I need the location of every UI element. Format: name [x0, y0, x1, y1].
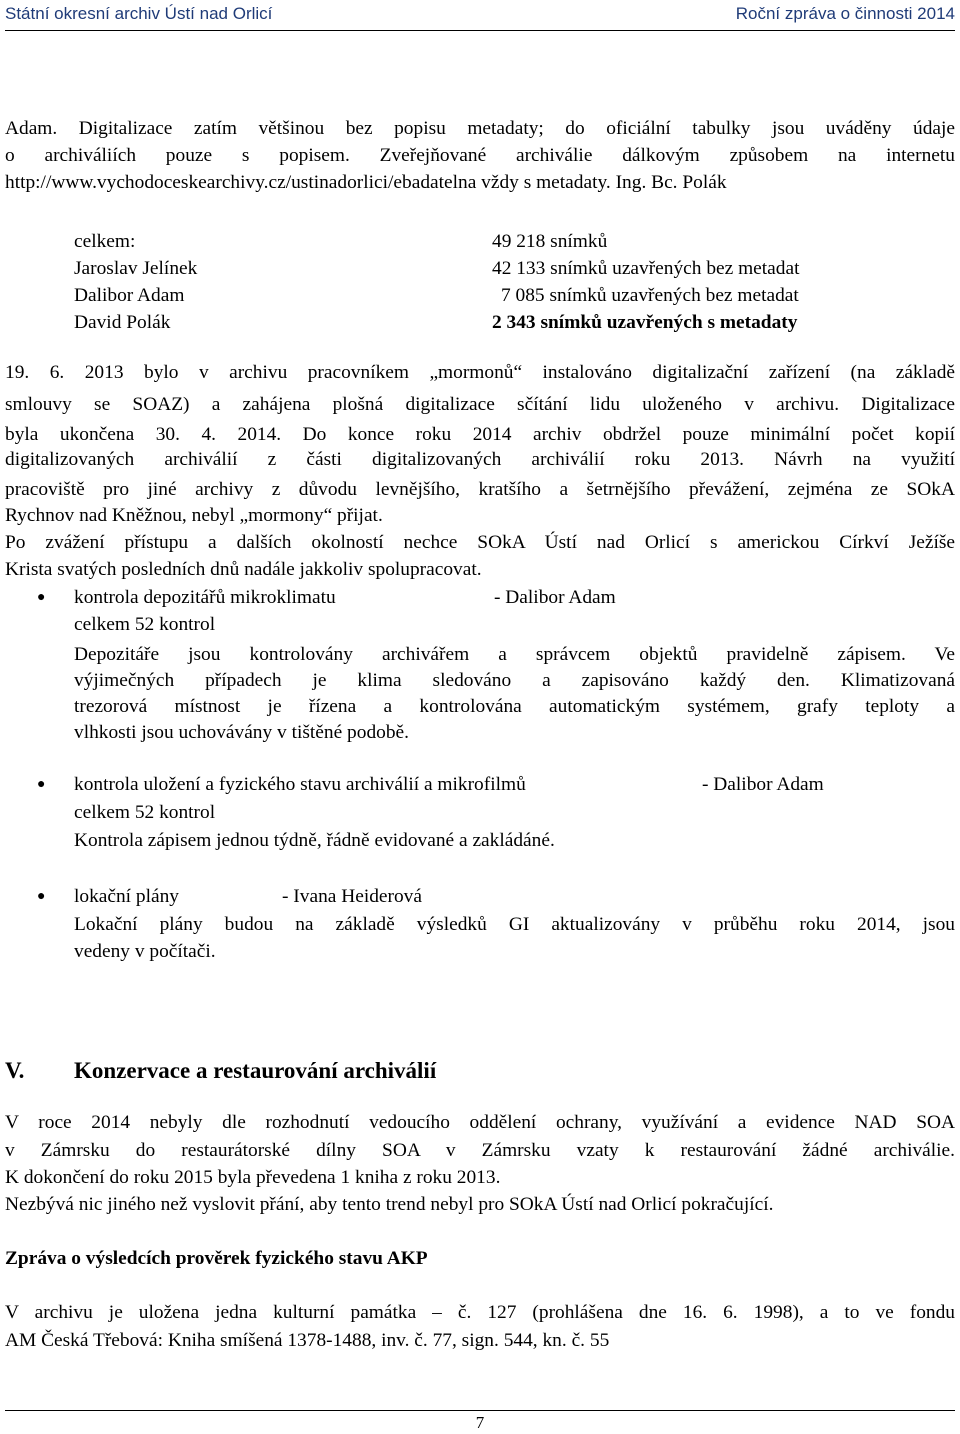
footer-divider [5, 1410, 955, 1411]
section-text-line: V roce 2014 nebyly dle rozhodnutí vedoucího oddělení ochrany, využívání a evidence NAD SOA [5, 1112, 955, 1133]
page-number: 7 [475, 1413, 485, 1432]
para1-line: Rychnov nad Kněžnou, nebyl „mormony“ přijat. [5, 505, 383, 526]
bullet-dot-icon: ● [37, 590, 46, 605]
bullet-title: kontrola uložení a fyzického stavu archiválií a mikrofilmů [74, 774, 526, 795]
bullet-text-line: Kontrola zápisem jednou týdně, řádně evidované a zakládáné. [74, 830, 555, 851]
bullet-dot-icon: ● [37, 889, 46, 904]
bullet-dot-icon: ● [37, 777, 46, 792]
para1-line: digitalizovaných archiválií z části digitalizovaných archiválií roku 2013. Návrh na využití [5, 449, 955, 470]
section-number: V. [5, 1058, 25, 1083]
stats-value: 2 343 snímků uzavřených s metadaty [492, 312, 798, 333]
bullet-person: - Ivana Heiderová [282, 886, 422, 907]
para2-line: Po zvážení přístupu a dalších okolností nechce SOkA Ústí nad Orlicí s americkou Církví Ježíše [5, 532, 955, 553]
page-footer [0, 1410, 960, 1434]
bullet-title-row [74, 884, 955, 911]
para1-line: smlouvy se SOAZ) a zahájena plošná digitalizace sčítání lidu uloženého v archivu. Digitalizace [5, 394, 955, 415]
stats-name: David Polák [74, 312, 171, 333]
bullet-title-row [74, 772, 955, 799]
para2-line: Krista svatých posledních dnů nadále jakkoliv spolupracovat. [5, 559, 482, 580]
bullet-text-line: výjimečných případech je klima sledováno a zapisováno každý den. Klimatizovaná [74, 670, 955, 691]
akp-text-line: AM Česká Třebová: Kniha smíšená 1378-1488, inv. č. 77, sign. 544, kn. č. 55 [5, 1330, 610, 1351]
bullet-text-line: vedeny v počítači. [74, 941, 216, 962]
bullet-count: celkem 52 kontrol [74, 802, 216, 823]
page-header [5, 4, 955, 31]
para1-line: byla ukončena 30. 4. 2014. Do konce roku 2014 archiv obdržel pouze minimální počet kopií [5, 424, 955, 445]
bullet-text-line: Depozitáře jsou kontrolovány archivářem a správcem objektů pravidelně zápisem. Ve [74, 644, 955, 665]
section-title: Konzervace a restaurování archiválií [74, 1058, 437, 1083]
stats-value: 42 133 snímků uzavřených bez metadat [492, 258, 800, 279]
intro-line-2: o archiváliích pouze s popisem. Zveřejňované archiválie dálkovým způsobem na internetu [5, 145, 955, 166]
bullet-person: - Dalibor Adam [494, 587, 616, 608]
bullet-text-line: Lokační plány budou na základě výsledků GI aktualizovány v průběhu roku 2014, jsou [74, 914, 955, 935]
bullet-title: kontrola depozitářů mikroklimatu [74, 587, 336, 608]
stats-name: celkem: [74, 231, 136, 252]
para1-line: pracoviště pro jiné archivy z důvodu levnějšího, kratšího a šetrnějšího převážení, zejména ze SOkA [5, 479, 955, 500]
stats-name: Jaroslav Jelínek [74, 258, 198, 279]
stats-value: 7 085 snímků uzavřených bez metadat [501, 285, 799, 306]
header-archive-name: Státní okresní archiv Ústí nad Orlicí [5, 4, 273, 23]
akp-heading: Zpráva o výsledcích prověrek fyzického stavu AKP [5, 1248, 428, 1269]
section-text-line: Nezbývá nic jiného než vyslovit přání, aby tento trend nebyl pro SOkA Ústí nad Orlicí pokračující. [5, 1194, 774, 1215]
section-text-line: v Zámrsku do restaurátorské dílny SOA v Zámrsku vzaty k restaurování žádné archiválie. [5, 1140, 955, 1161]
akp-text-line: V archivu je uložena jedna kulturní památka – č. 127 (prohlášena dne 16. 6. 1998), a to ve fondu [5, 1302, 955, 1323]
section-text-line: K dokončení do roku 2015 byla převedena 1 kniha z roku 2013. [5, 1167, 501, 1188]
bullet-title: lokační plány [74, 886, 180, 907]
bullet-title-row [74, 585, 955, 612]
stats-value: 49 218 snímků [492, 231, 608, 252]
header-report-title: Roční zpráva o činnosti 2014 [735, 4, 955, 23]
bullet-text-line: vlhkosti jsou uchovávány v tištěné podobě. [74, 722, 409, 743]
intro-line-3: http://www.vychodoceskearchivy.cz/ustinadorlici/ebadatelna vždy s metadaty. Ing. Bc. Polák [5, 172, 727, 193]
para1-line: 19. 6. 2013 bylo v archivu pracovníkem „mormonů“ instalováno digitalizační zařízení (na základě [5, 362, 955, 383]
bullet-text-line: trezorová místnost je řízena a kontrolována automatickým systémem, grafy teploty a [74, 696, 955, 717]
intro-line-1: Adam. Digitalizace zatím většinou bez popisu metadaty; do oficiální tabulky jsou uváděny údaje [5, 118, 955, 139]
stats-name: Dalibor Adam [74, 285, 185, 306]
bullet-count: celkem 52 kontrol [74, 614, 216, 635]
bullet-person: - Dalibor Adam [702, 774, 824, 795]
